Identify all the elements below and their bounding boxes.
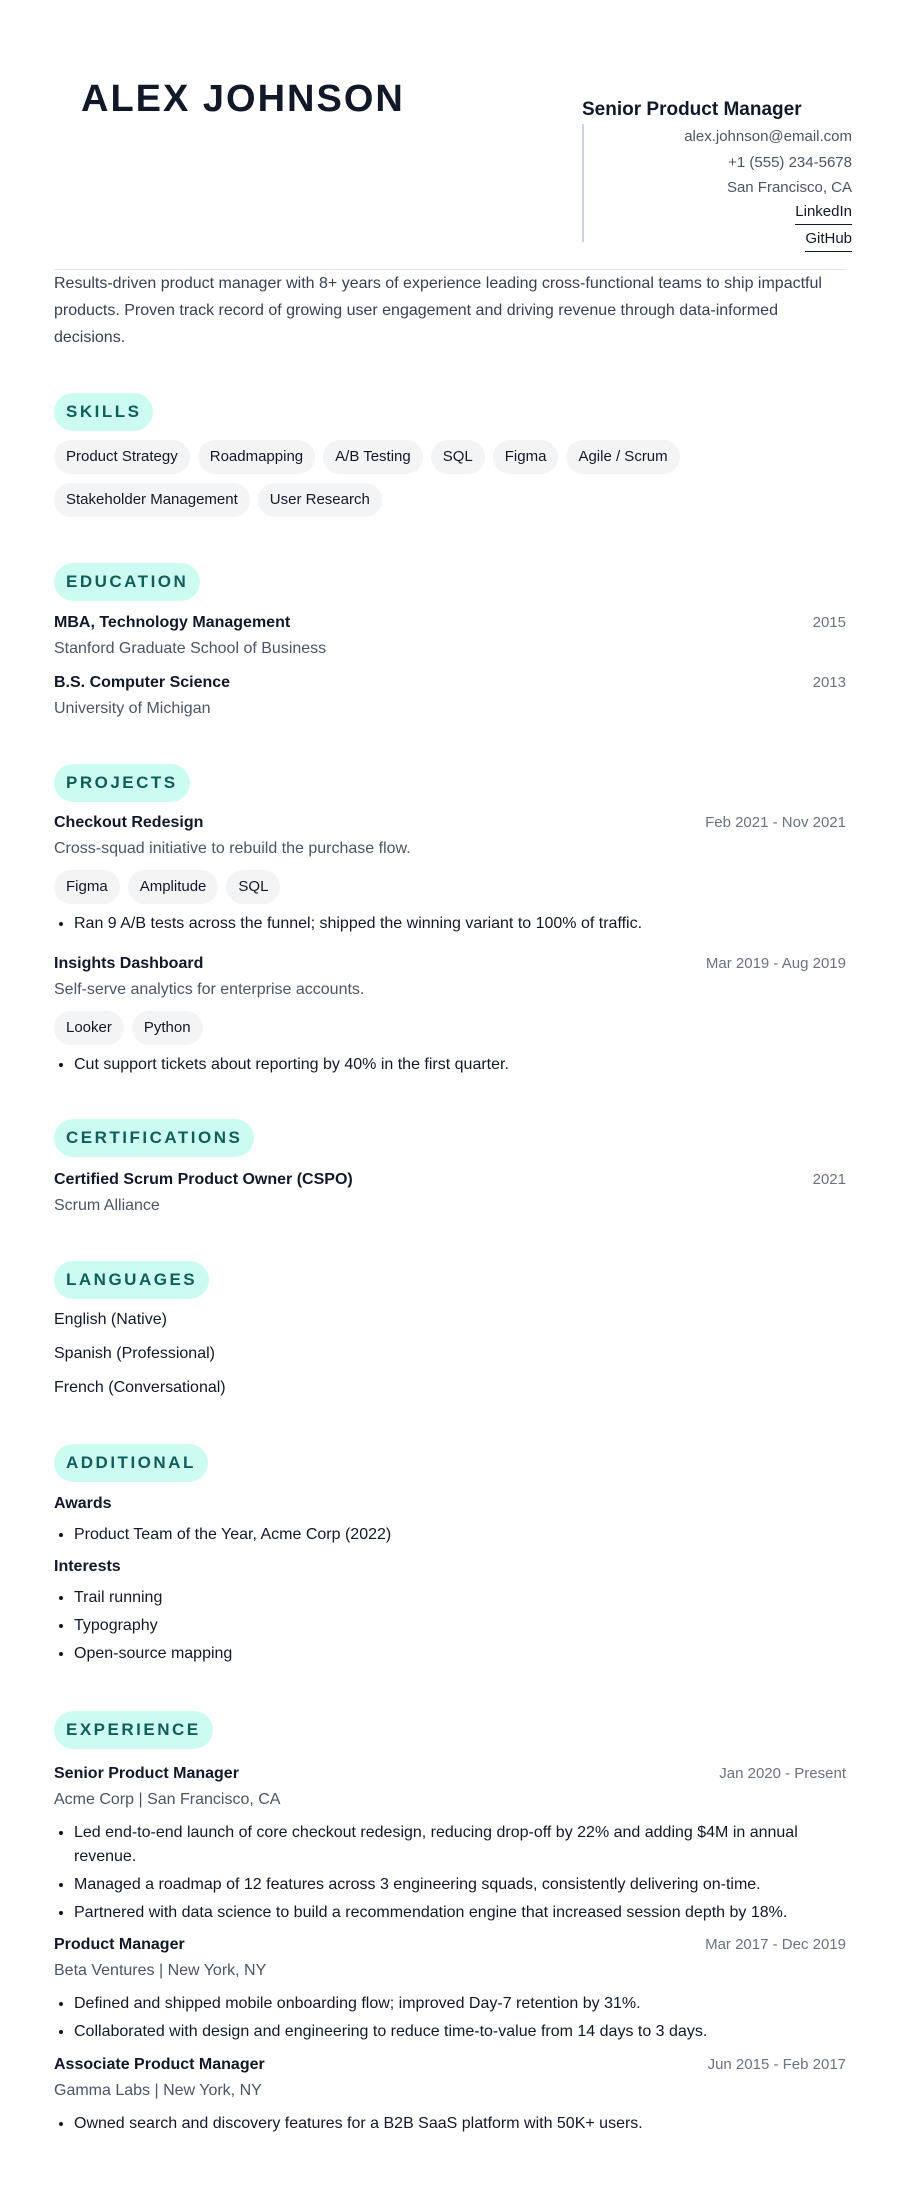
school: University of Michigan [54,700,211,717]
skill-pill: User Research [258,483,382,517]
section-projects: PROJECTS [54,764,190,802]
interests-heading: Interests [54,1558,121,1575]
experience-dates: Jun 2015 - Feb 2017 [707,2056,846,2073]
job-title: Senior Product Manager [582,99,802,120]
language-item: French (Conversational) [54,1379,226,1396]
interest-item: • Typography [74,1614,846,1638]
additional-block [54,1492,846,1670]
tool-pill: Looker [54,1011,124,1045]
section-additional: ADDITIONAL [54,1444,208,1482]
tool-pill: Amplitude [128,870,219,904]
awards-list [54,1523,846,1547]
certification-issuer: Scrum Alliance [54,1197,160,1214]
bullet-item: • Led end-to-end launch of core checkout redesign, reducing drop-off by 22% and adding $4M in annual revenue. [74,1821,846,1869]
github-link[interactable]: GitHub [805,227,852,252]
project-item [54,952,846,1081]
resume-header [54,60,852,270]
tool-pill: Figma [54,870,120,904]
degree: B.S. Computer Science [54,674,231,691]
experience-dates: Jan 2020 - Present [719,1765,846,1782]
bullet-item: • Cut support tickets about reporting by 40% in the first quarter. [74,1053,846,1077]
experience-bullets [54,1821,846,1925]
experience-item [54,1762,846,1929]
section-languages: LANGUAGES [54,1261,209,1299]
experience-bullets [54,2112,846,2136]
contact-block [582,98,852,252]
language-item: Spanish (Professional) [54,1345,215,1362]
bullet-item: • Owned search and discovery features for a B2B SaaS platform with 50K+ users. [74,2112,846,2136]
certification-year: 2021 [812,1171,846,1188]
interest-item: • Trail running [74,1586,846,1610]
project-dates: Feb 2021 - Nov 2021 [705,814,846,831]
education-item [54,611,846,662]
skills-list [54,440,846,526]
degree: MBA, Technology Management [54,614,291,631]
project-tools [54,870,846,913]
skill-pill: Stakeholder Management [54,483,250,517]
education-year: 2013 [812,674,846,691]
skill-pill: Figma [493,440,559,474]
bullet-item: • Defined and shipped mobile onboarding flow; improved Day-7 retention by 31%. [74,1992,846,2016]
project-name: Checkout Redesign [54,814,204,831]
candidate-name: ALEX JOHNSON [81,78,405,120]
tool-pill: Python [132,1011,203,1045]
experience-dates: Mar 2017 - Dec 2019 [705,1936,846,1953]
section-certifications: CERTIFICATIONS [54,1119,254,1157]
project-dates: Mar 2019 - Aug 2019 [705,955,846,972]
summary: Results-driven product manager with 8+ years of experience leading cross-functional teams to ship impactful products. Proven track record of growing user engagement and driving revenue through data-informed decisions. [54,275,822,346]
section-skills: SKILLS [54,393,153,431]
role: Associate Product Manager [54,2056,265,2073]
certification-item [54,1168,846,1219]
project-description: Self-serve analytics for enterprise accounts. [54,981,365,998]
skill-pill: A/B Testing [323,440,423,474]
role: Senior Product Manager [54,1765,239,1782]
language-item: English (Native) [54,1311,167,1328]
linkedin-link[interactable]: LinkedIn [795,200,852,225]
experience-item [54,1933,846,2048]
skill-pill: Agile / Scrum [566,440,679,474]
tool-pill: SQL [226,870,280,904]
education-item [54,671,846,722]
project-item [54,811,846,940]
skill-pill: SQL [431,440,485,474]
award-item: • Product Team of the Year, Acme Corp (2022) [74,1523,846,1547]
bullet-item: • Ran 9 A/B tests across the funnel; shipped the winning variant to 100% of traffic. [74,912,846,936]
project-bullets [54,912,846,936]
bullet-item: • Partnered with data science to build a recommendation engine that increased session depth by 18%. [74,1901,846,1925]
company: Acme Corp | San Francisco, CA [54,1791,281,1808]
interest-item: • Open-source mapping [74,1642,846,1666]
experience-bullets [54,1992,846,2044]
email: alex.johnson@email.com [684,128,852,145]
location: San Francisco, CA [726,179,852,196]
project-tools [54,1011,846,1054]
role: Product Manager [54,1936,185,1953]
bullet-item: • Managed a roadmap of 12 features across 3 engineering squads, consistently delivering on-time. [74,1873,846,1897]
company: Gamma Labs | New York, NY [54,2082,262,2099]
certification-name: Certified Scrum Product Owner (CSPO) [54,1171,353,1188]
company: Beta Ventures | New York, NY [54,1962,267,1979]
bullet-item: • Collaborated with design and engineering to reduce time-to-value from 14 days to 3 days. [74,2020,846,2044]
project-bullets [54,1053,846,1077]
project-name: Insights Dashboard [54,955,204,972]
skill-pill: Product Strategy [54,440,190,474]
interests-list [54,1586,846,1666]
section-experience: EXPERIENCE [54,1711,213,1749]
awards-heading: Awards [54,1495,112,1512]
project-description: Cross-squad initiative to rebuild the purchase flow. [54,840,411,857]
school: Stanford Graduate School of Business [54,640,327,657]
experience-item [54,2053,846,2140]
skill-pill: Roadmapping [198,440,315,474]
phone: +1 (555) 234-5678 [728,154,852,171]
education-year: 2015 [812,614,846,631]
section-education: EDUCATION [54,563,200,601]
